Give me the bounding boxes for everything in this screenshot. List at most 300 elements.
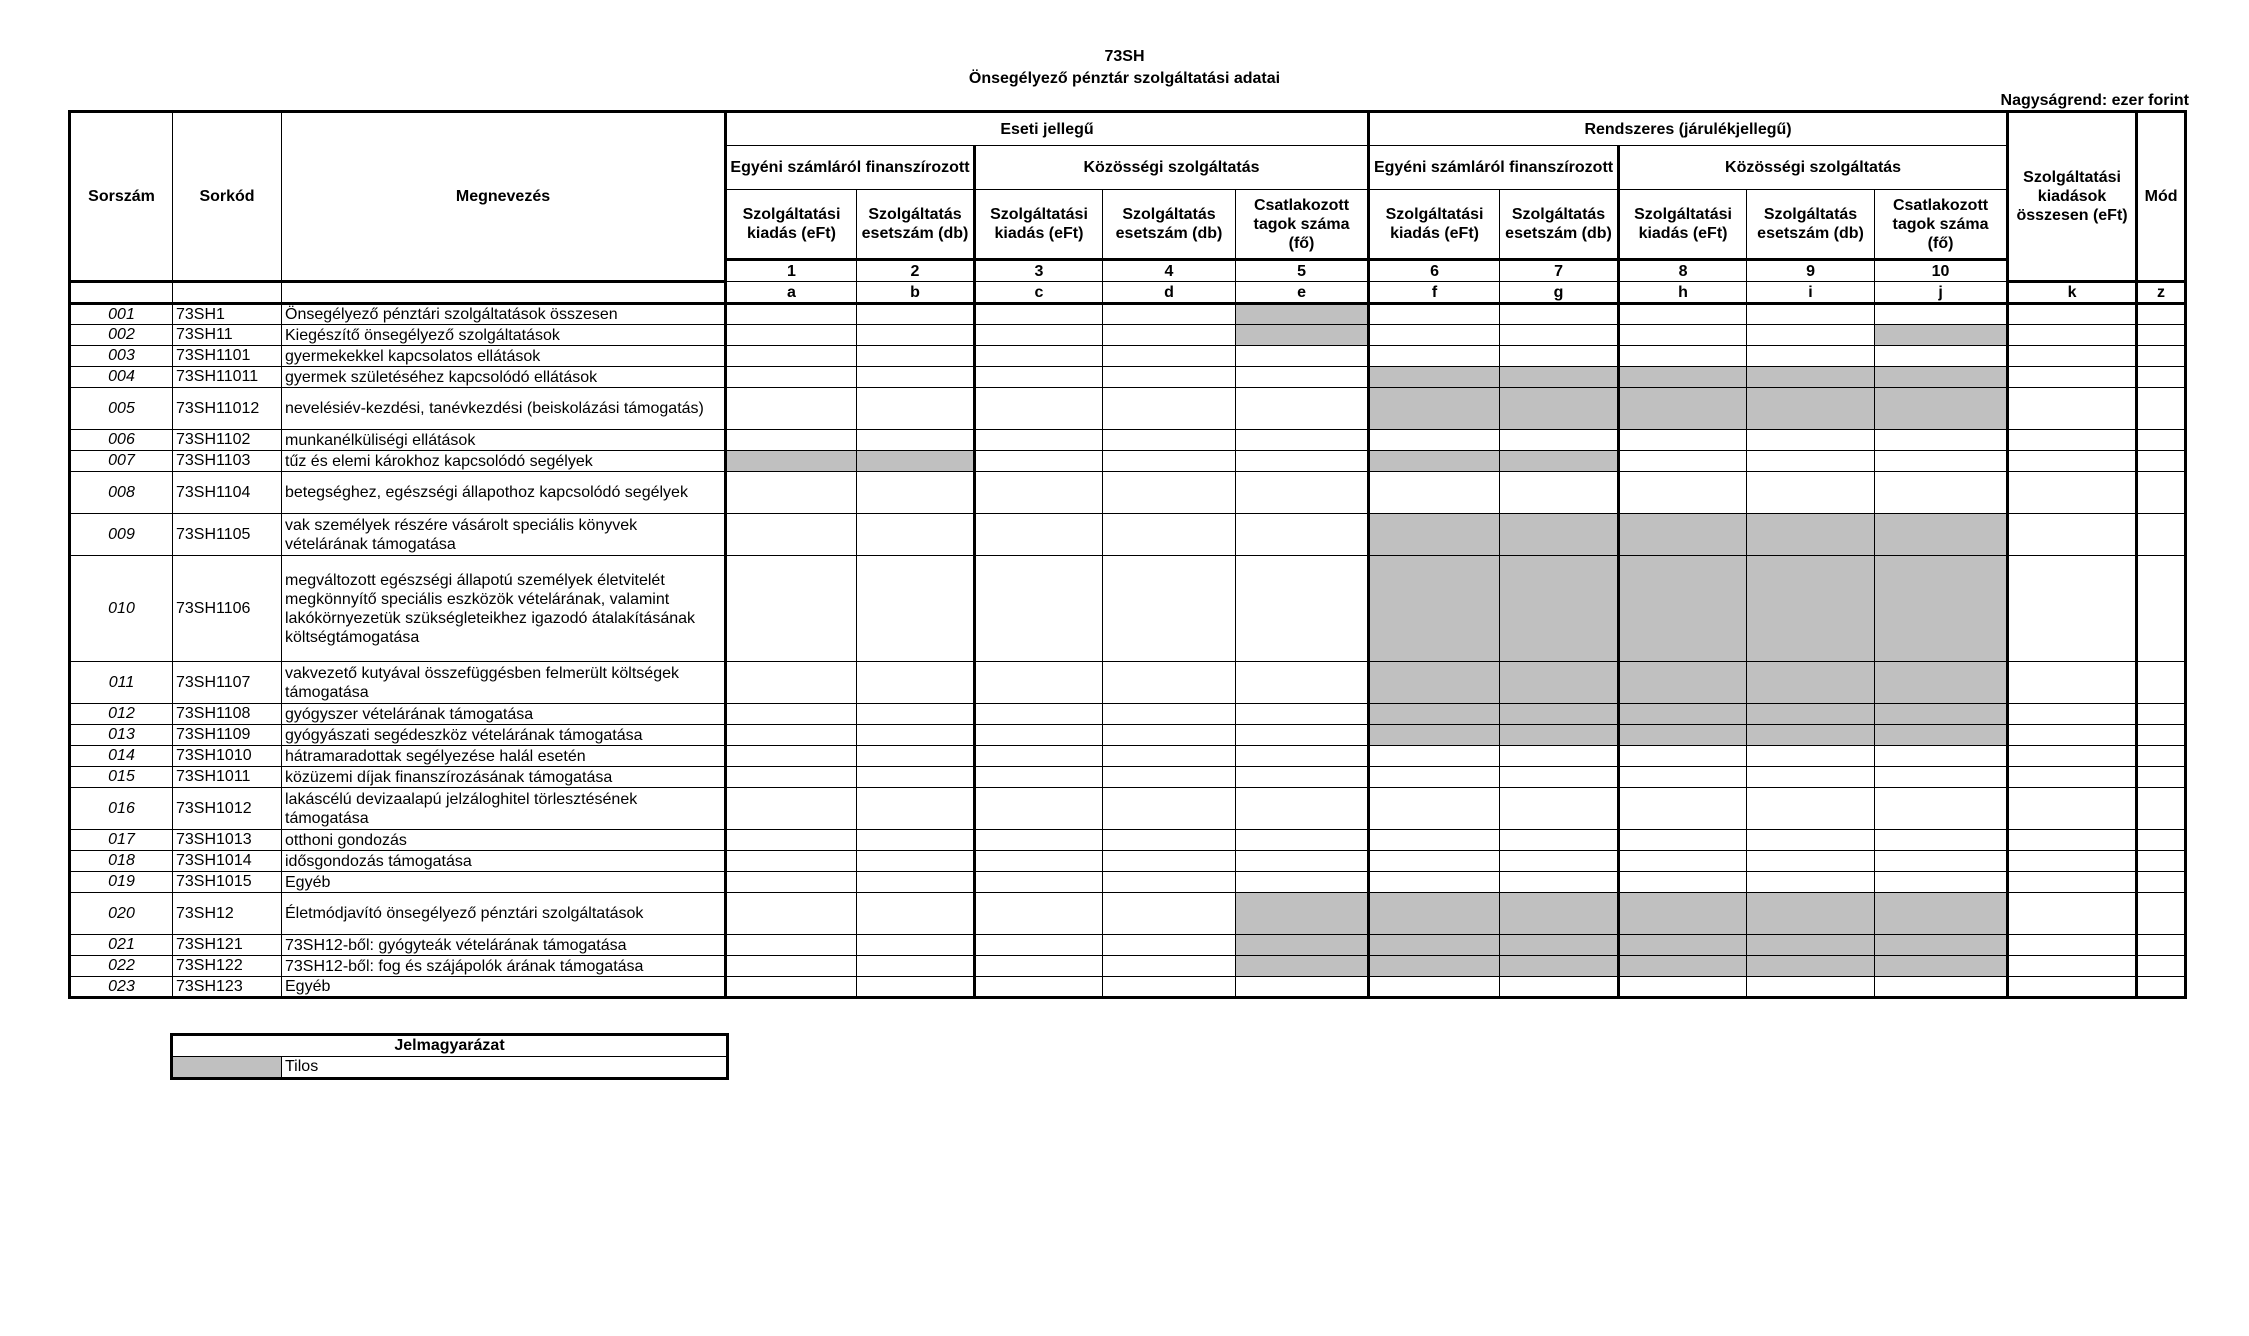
- data-cell-col2[interactable]: [857, 767, 975, 788]
- data-cell-col7[interactable]: [1500, 725, 1619, 746]
- data-cell-col5[interactable]: [1236, 556, 1369, 662]
- data-cell-col6[interactable]: [1369, 956, 1500, 977]
- data-cell-col11[interactable]: [2008, 956, 2137, 977]
- data-cell-col1[interactable]: [726, 872, 857, 893]
- data-cell-col9[interactable]: [1747, 725, 1875, 746]
- data-cell-col7[interactable]: [1500, 451, 1619, 472]
- data-cell-col2[interactable]: [857, 451, 975, 472]
- data-cell-col6[interactable]: [1369, 746, 1500, 767]
- data-cell-col9[interactable]: [1747, 346, 1875, 367]
- data-cell-col6[interactable]: [1369, 514, 1500, 556]
- data-cell-col8[interactable]: [1619, 788, 1747, 830]
- data-cell-col4[interactable]: [1103, 304, 1236, 325]
- data-cell-col3[interactable]: [975, 935, 1103, 956]
- data-cell-col4[interactable]: [1103, 367, 1236, 388]
- data-cell-col7[interactable]: [1500, 767, 1619, 788]
- data-cell-col9[interactable]: [1747, 514, 1875, 556]
- data-cell-col4[interactable]: [1103, 662, 1236, 704]
- data-cell-col3[interactable]: [975, 725, 1103, 746]
- data-cell-col3[interactable]: [975, 367, 1103, 388]
- data-cell-col4[interactable]: [1103, 956, 1236, 977]
- data-cell-col3[interactable]: [975, 788, 1103, 830]
- data-cell-col4[interactable]: [1103, 830, 1236, 851]
- data-cell-col6[interactable]: [1369, 767, 1500, 788]
- data-cell-col1[interactable]: [726, 430, 857, 451]
- data-cell-col12[interactable]: [2137, 977, 2186, 998]
- data-cell-col5[interactable]: [1236, 662, 1369, 704]
- data-cell-col3[interactable]: [975, 767, 1103, 788]
- data-cell-col6[interactable]: [1369, 704, 1500, 725]
- data-cell-col9[interactable]: [1747, 430, 1875, 451]
- row-code: 73SH1: [173, 304, 282, 325]
- data-cell-col2[interactable]: [857, 662, 975, 704]
- data-cell-col10[interactable]: [1875, 788, 2008, 830]
- data-cell-col10[interactable]: [1875, 556, 2008, 662]
- data-cell-col6[interactable]: [1369, 977, 1500, 998]
- column-letter-z: z: [2137, 282, 2186, 304]
- data-cell-col2[interactable]: [857, 788, 975, 830]
- data-cell-col11[interactable]: [2008, 935, 2137, 956]
- data-cell-col11[interactable]: [2008, 977, 2137, 998]
- data-cell-col6[interactable]: [1369, 367, 1500, 388]
- data-cell-col8[interactable]: [1619, 304, 1747, 325]
- data-cell-col12[interactable]: [2137, 388, 2186, 430]
- row-number: 020: [70, 893, 173, 935]
- data-cell-col11[interactable]: [2008, 451, 2137, 472]
- data-cell-col5[interactable]: [1236, 977, 1369, 998]
- data-cell-col11[interactable]: [2008, 725, 2137, 746]
- data-cell-col7[interactable]: [1500, 388, 1619, 430]
- data-cell-col11[interactable]: [2008, 767, 2137, 788]
- data-cell-col7[interactable]: [1500, 893, 1619, 935]
- data-cell-col11[interactable]: [2008, 430, 2137, 451]
- data-cell-col7[interactable]: [1500, 746, 1619, 767]
- data-cell-col10[interactable]: [1875, 725, 2008, 746]
- data-cell-col11[interactable]: [2008, 472, 2137, 514]
- data-cell-col2[interactable]: [857, 956, 975, 977]
- data-cell-col4[interactable]: [1103, 451, 1236, 472]
- data-cell-col1[interactable]: [726, 893, 857, 935]
- header-col4: Szolgáltatás esetszám (db): [1103, 190, 1236, 260]
- data-cell-col9[interactable]: [1747, 830, 1875, 851]
- data-cell-col8[interactable]: [1619, 514, 1747, 556]
- data-cell-col5[interactable]: [1236, 872, 1369, 893]
- data-cell-col5[interactable]: [1236, 893, 1369, 935]
- data-cell-col11[interactable]: [2008, 788, 2137, 830]
- data-cell-col5[interactable]: [1236, 767, 1369, 788]
- data-cell-col11[interactable]: [2008, 346, 2137, 367]
- data-cell-col5[interactable]: [1236, 788, 1369, 830]
- data-cell-col10[interactable]: [1875, 451, 2008, 472]
- data-cell-col5[interactable]: [1236, 830, 1369, 851]
- data-cell-col12[interactable]: [2137, 556, 2186, 662]
- data-cell-col1[interactable]: [726, 830, 857, 851]
- data-cell-col7[interactable]: [1500, 935, 1619, 956]
- data-cell-col3[interactable]: [975, 472, 1103, 514]
- row-number: 003: [70, 346, 173, 367]
- data-cell-col1[interactable]: [726, 451, 857, 472]
- data-cell-col5[interactable]: [1236, 956, 1369, 977]
- data-cell-col12[interactable]: [2137, 893, 2186, 935]
- data-cell-col4[interactable]: [1103, 725, 1236, 746]
- data-cell-col10[interactable]: [1875, 430, 2008, 451]
- row-name: Önsegélyező pénztári szolgáltatások összesen: [282, 304, 726, 325]
- data-cell-col11[interactable]: [2008, 704, 2137, 725]
- data-cell-col2[interactable]: [857, 556, 975, 662]
- data-cell-col5[interactable]: [1236, 851, 1369, 872]
- data-cell-col3[interactable]: [975, 956, 1103, 977]
- data-cell-col2[interactable]: [857, 304, 975, 325]
- data-cell-col5[interactable]: [1236, 325, 1369, 346]
- data-cell-col1[interactable]: [726, 935, 857, 956]
- data-cell-col3[interactable]: [975, 704, 1103, 725]
- data-cell-col8[interactable]: [1619, 725, 1747, 746]
- data-cell-col1[interactable]: [726, 851, 857, 872]
- data-cell-col2[interactable]: [857, 830, 975, 851]
- data-cell-col9[interactable]: [1747, 893, 1875, 935]
- data-cell-col2[interactable]: [857, 935, 975, 956]
- data-cell-col12[interactable]: [2137, 767, 2186, 788]
- data-cell-col1[interactable]: [726, 956, 857, 977]
- data-cell-col5[interactable]: [1236, 304, 1369, 325]
- row-code: 73SH1013: [173, 830, 282, 851]
- data-cell-col2[interactable]: [857, 325, 975, 346]
- data-cell-col9[interactable]: [1747, 662, 1875, 704]
- data-cell-col11[interactable]: [2008, 556, 2137, 662]
- data-cell-col4[interactable]: [1103, 935, 1236, 956]
- data-cell-col2[interactable]: [857, 346, 975, 367]
- data-cell-col12[interactable]: [2137, 725, 2186, 746]
- data-cell-col2[interactable]: [857, 367, 975, 388]
- data-cell-col6[interactable]: [1369, 451, 1500, 472]
- data-cell-col10[interactable]: [1875, 704, 2008, 725]
- data-cell-col5[interactable]: [1236, 451, 1369, 472]
- data-cell-col12[interactable]: [2137, 830, 2186, 851]
- data-cell-col9[interactable]: [1747, 367, 1875, 388]
- data-cell-col9[interactable]: [1747, 767, 1875, 788]
- data-cell-col5[interactable]: [1236, 388, 1369, 430]
- data-cell-col12[interactable]: [2137, 367, 2186, 388]
- data-cell-col10[interactable]: [1875, 388, 2008, 430]
- data-cell-col6[interactable]: [1369, 872, 1500, 893]
- data-cell-col10[interactable]: [1875, 977, 2008, 998]
- data-cell-col6[interactable]: [1369, 346, 1500, 367]
- data-cell-col1[interactable]: [726, 767, 857, 788]
- data-cell-col3[interactable]: [975, 514, 1103, 556]
- data-cell-col10[interactable]: [1875, 872, 2008, 893]
- data-cell-col7[interactable]: [1500, 830, 1619, 851]
- data-cell-col9[interactable]: [1747, 451, 1875, 472]
- data-cell-col11[interactable]: [2008, 514, 2137, 556]
- data-cell-col7[interactable]: [1500, 514, 1619, 556]
- data-cell-col8[interactable]: [1619, 556, 1747, 662]
- data-cell-col1[interactable]: [726, 662, 857, 704]
- data-cell-col9[interactable]: [1747, 935, 1875, 956]
- data-cell-col7[interactable]: [1500, 872, 1619, 893]
- data-cell-col9[interactable]: [1747, 788, 1875, 830]
- data-cell-col12[interactable]: [2137, 451, 2186, 472]
- data-cell-col7[interactable]: [1500, 956, 1619, 977]
- data-cell-col12[interactable]: [2137, 472, 2186, 514]
- data-cell-col4[interactable]: [1103, 851, 1236, 872]
- data-cell-col6[interactable]: [1369, 788, 1500, 830]
- data-cell-col6[interactable]: [1369, 325, 1500, 346]
- data-cell-col12[interactable]: [2137, 935, 2186, 956]
- data-cell-col10[interactable]: [1875, 851, 2008, 872]
- data-cell-col7[interactable]: [1500, 977, 1619, 998]
- data-cell-col1[interactable]: [726, 472, 857, 514]
- data-cell-col10[interactable]: [1875, 956, 2008, 977]
- data-cell-col3[interactable]: [975, 451, 1103, 472]
- data-cell-col11[interactable]: [2008, 367, 2137, 388]
- data-cell-col4[interactable]: [1103, 872, 1236, 893]
- data-cell-col8[interactable]: [1619, 472, 1747, 514]
- table-row: [70, 304, 2186, 325]
- data-cell-col3[interactable]: [975, 746, 1103, 767]
- data-cell-col3[interactable]: [975, 977, 1103, 998]
- data-cell-col10[interactable]: [1875, 472, 2008, 514]
- data-cell-col9[interactable]: [1747, 388, 1875, 430]
- data-cell-col4[interactable]: [1103, 788, 1236, 830]
- data-cell-col3[interactable]: [975, 325, 1103, 346]
- data-cell-col10[interactable]: [1875, 346, 2008, 367]
- row-name: megváltozott egészségi állapotú személyek életvitelét megkönnyítő speciális eszközök vételárának, valamint lakókörnyezetük szükségleteikhez igazodó átalakításának költségtámogatása: [282, 556, 726, 662]
- data-cell-col12[interactable]: [2137, 325, 2186, 346]
- data-cell-col1[interactable]: [726, 977, 857, 998]
- data-cell-col6[interactable]: [1369, 662, 1500, 704]
- data-cell-col10[interactable]: [1875, 662, 2008, 704]
- data-cell-col6[interactable]: [1369, 893, 1500, 935]
- data-cell-col6[interactable]: [1369, 725, 1500, 746]
- data-cell-col9[interactable]: [1747, 956, 1875, 977]
- data-cell-col8[interactable]: [1619, 851, 1747, 872]
- data-cell-col5[interactable]: [1236, 704, 1369, 725]
- data-cell-col4[interactable]: [1103, 767, 1236, 788]
- data-cell-col6[interactable]: [1369, 304, 1500, 325]
- data-cell-col4[interactable]: [1103, 746, 1236, 767]
- data-cell-col7[interactable]: [1500, 430, 1619, 451]
- data-cell-col3[interactable]: [975, 346, 1103, 367]
- data-cell-col3[interactable]: [975, 872, 1103, 893]
- data-cell-col8[interactable]: [1619, 451, 1747, 472]
- data-cell-col3[interactable]: [975, 430, 1103, 451]
- data-cell-col5[interactable]: [1236, 725, 1369, 746]
- data-cell-col4[interactable]: [1103, 325, 1236, 346]
- data-cell-col5[interactable]: [1236, 430, 1369, 451]
- data-cell-col8[interactable]: [1619, 767, 1747, 788]
- data-cell-col11[interactable]: [2008, 830, 2137, 851]
- data-cell-col12[interactable]: [2137, 956, 2186, 977]
- data-cell-col1[interactable]: [726, 304, 857, 325]
- data-cell-col9[interactable]: [1747, 704, 1875, 725]
- data-cell-col9[interactable]: [1747, 977, 1875, 998]
- data-cell-col4[interactable]: [1103, 977, 1236, 998]
- data-cell-col10[interactable]: [1875, 514, 2008, 556]
- data-cell-col10[interactable]: [1875, 830, 2008, 851]
- data-cell-col7[interactable]: [1500, 367, 1619, 388]
- data-cell-col2[interactable]: [857, 430, 975, 451]
- row-number: 016: [70, 788, 173, 830]
- data-cell-col1[interactable]: [726, 367, 857, 388]
- data-cell-col3[interactable]: [975, 662, 1103, 704]
- data-cell-col10[interactable]: [1875, 304, 2008, 325]
- data-cell-col8[interactable]: [1619, 935, 1747, 956]
- data-cell-col1[interactable]: [726, 514, 857, 556]
- row-name: 73SH12-ből: gyógyteák vételárának támogatása: [282, 935, 726, 956]
- data-cell-col8[interactable]: [1619, 346, 1747, 367]
- data-cell-col6[interactable]: [1369, 851, 1500, 872]
- data-cell-col11[interactable]: [2008, 851, 2137, 872]
- data-cell-col3[interactable]: [975, 388, 1103, 430]
- data-cell-col9[interactable]: [1747, 851, 1875, 872]
- data-cell-col4[interactable]: [1103, 893, 1236, 935]
- data-cell-col12[interactable]: [2137, 851, 2186, 872]
- data-cell-col6[interactable]: [1369, 556, 1500, 662]
- data-cell-col2[interactable]: [857, 514, 975, 556]
- data-cell-col10[interactable]: [1875, 367, 2008, 388]
- data-cell-col4[interactable]: [1103, 346, 1236, 367]
- data-cell-col8[interactable]: [1619, 704, 1747, 725]
- data-cell-col1[interactable]: [726, 556, 857, 662]
- data-cell-col12[interactable]: [2137, 346, 2186, 367]
- data-cell-col7[interactable]: [1500, 788, 1619, 830]
- data-cell-col1[interactable]: [726, 346, 857, 367]
- data-cell-col1[interactable]: [726, 704, 857, 725]
- data-cell-col8[interactable]: [1619, 430, 1747, 451]
- data-cell-col4[interactable]: [1103, 388, 1236, 430]
- header-eseti-egyeni: Egyéni számláról finanszírozott: [726, 146, 975, 190]
- data-cell-col8[interactable]: [1619, 872, 1747, 893]
- header-col8: Szolgáltatási kiadás (eFt): [1619, 190, 1747, 260]
- data-cell-col4[interactable]: [1103, 514, 1236, 556]
- header-megnevezes: Megnevezés: [282, 112, 726, 282]
- data-cell-col3[interactable]: [975, 556, 1103, 662]
- table-row: [70, 325, 2186, 346]
- data-cell-col2[interactable]: [857, 388, 975, 430]
- data-cell-col8[interactable]: [1619, 830, 1747, 851]
- data-cell-col11[interactable]: [2008, 388, 2137, 430]
- data-cell-col3[interactable]: [975, 830, 1103, 851]
- data-cell-col7[interactable]: [1500, 472, 1619, 514]
- data-cell-col1[interactable]: [726, 725, 857, 746]
- data-cell-col9[interactable]: [1747, 325, 1875, 346]
- data-cell-col4[interactable]: [1103, 704, 1236, 725]
- data-cell-col5[interactable]: [1236, 746, 1369, 767]
- row-code: 73SH1010: [173, 746, 282, 767]
- data-cell-col8[interactable]: [1619, 956, 1747, 977]
- data-cell-col4[interactable]: [1103, 472, 1236, 514]
- data-cell-col1[interactable]: [726, 388, 857, 430]
- data-cell-col7[interactable]: [1500, 662, 1619, 704]
- data-cell-col5[interactable]: [1236, 367, 1369, 388]
- data-cell-col11[interactable]: [2008, 304, 2137, 325]
- data-cell-col9[interactable]: [1747, 472, 1875, 514]
- data-cell-col10[interactable]: [1875, 746, 2008, 767]
- data-cell-col9[interactable]: [1747, 872, 1875, 893]
- data-cell-col3[interactable]: [975, 893, 1103, 935]
- data-cell-col1[interactable]: [726, 325, 857, 346]
- data-cell-col2[interactable]: [857, 851, 975, 872]
- data-cell-col11[interactable]: [2008, 893, 2137, 935]
- data-cell-col12[interactable]: [2137, 704, 2186, 725]
- data-cell-col5[interactable]: [1236, 935, 1369, 956]
- data-cell-col7[interactable]: [1500, 346, 1619, 367]
- data-cell-col9[interactable]: [1747, 556, 1875, 662]
- data-cell-col12[interactable]: [2137, 872, 2186, 893]
- data-cell-col8[interactable]: [1619, 388, 1747, 430]
- data-cell-col11[interactable]: [2008, 872, 2137, 893]
- row-code: 73SH11011: [173, 367, 282, 388]
- data-cell-col4[interactable]: [1103, 430, 1236, 451]
- data-cell-col8[interactable]: [1619, 662, 1747, 704]
- row-code: 73SH1107: [173, 662, 282, 704]
- data-cell-col7[interactable]: [1500, 325, 1619, 346]
- data-cell-col4[interactable]: [1103, 556, 1236, 662]
- data-cell-col12[interactable]: [2137, 514, 2186, 556]
- data-cell-col2[interactable]: [857, 704, 975, 725]
- data-cell-col11[interactable]: [2008, 662, 2137, 704]
- data-cell-col9[interactable]: [1747, 304, 1875, 325]
- data-cell-col12[interactable]: [2137, 430, 2186, 451]
- data-cell-col12[interactable]: [2137, 662, 2186, 704]
- data-cell-col8[interactable]: [1619, 977, 1747, 998]
- data-cell-col11[interactable]: [2008, 325, 2137, 346]
- row-code: 73SH1105: [173, 514, 282, 556]
- data-cell-col7[interactable]: [1500, 851, 1619, 872]
- data-cell-col11[interactable]: [2008, 746, 2137, 767]
- data-cell-col2[interactable]: [857, 725, 975, 746]
- data-cell-col2[interactable]: [857, 977, 975, 998]
- data-cell-col10[interactable]: [1875, 893, 2008, 935]
- data-cell-col6[interactable]: [1369, 430, 1500, 451]
- data-cell-col12[interactable]: [2137, 746, 2186, 767]
- data-cell-col9[interactable]: [1747, 746, 1875, 767]
- data-cell-col8[interactable]: [1619, 746, 1747, 767]
- row-name: betegséghez, egészségi állapothoz kapcsolódó segélyek: [282, 472, 726, 514]
- data-cell-col2[interactable]: [857, 893, 975, 935]
- data-cell-col10[interactable]: [1875, 767, 2008, 788]
- data-cell-col3[interactable]: [975, 851, 1103, 872]
- row-number: 007: [70, 451, 173, 472]
- data-cell-col5[interactable]: [1236, 472, 1369, 514]
- data-cell-col10[interactable]: [1875, 935, 2008, 956]
- data-cell-col7[interactable]: [1500, 556, 1619, 662]
- data-cell-col10[interactable]: [1875, 325, 2008, 346]
- data-cell-col6[interactable]: [1369, 472, 1500, 514]
- data-cell-col5[interactable]: [1236, 346, 1369, 367]
- data-cell-col7[interactable]: [1500, 704, 1619, 725]
- data-cell-col3[interactable]: [975, 304, 1103, 325]
- row-code: 73SH1101: [173, 346, 282, 367]
- data-cell-col6[interactable]: [1369, 830, 1500, 851]
- data-cell-col1[interactable]: [726, 788, 857, 830]
- data-cell-col2[interactable]: [857, 872, 975, 893]
- header-col5: Csatlakozott tagok száma (fő): [1236, 190, 1369, 260]
- data-cell-col12[interactable]: [2137, 304, 2186, 325]
- row-number: 001: [70, 304, 173, 325]
- data-cell-col2[interactable]: [857, 746, 975, 767]
- data-cell-col8[interactable]: [1619, 367, 1747, 388]
- data-cell-col7[interactable]: [1500, 304, 1619, 325]
- data-cell-col8[interactable]: [1619, 893, 1747, 935]
- data-cell-col1[interactable]: [726, 746, 857, 767]
- data-cell-col12[interactable]: [2137, 788, 2186, 830]
- data-cell-col6[interactable]: [1369, 388, 1500, 430]
- data-cell-col8[interactable]: [1619, 325, 1747, 346]
- data-cell-col6[interactable]: [1369, 935, 1500, 956]
- data-cell-col5[interactable]: [1236, 514, 1369, 556]
- data-cell-col2[interactable]: [857, 472, 975, 514]
